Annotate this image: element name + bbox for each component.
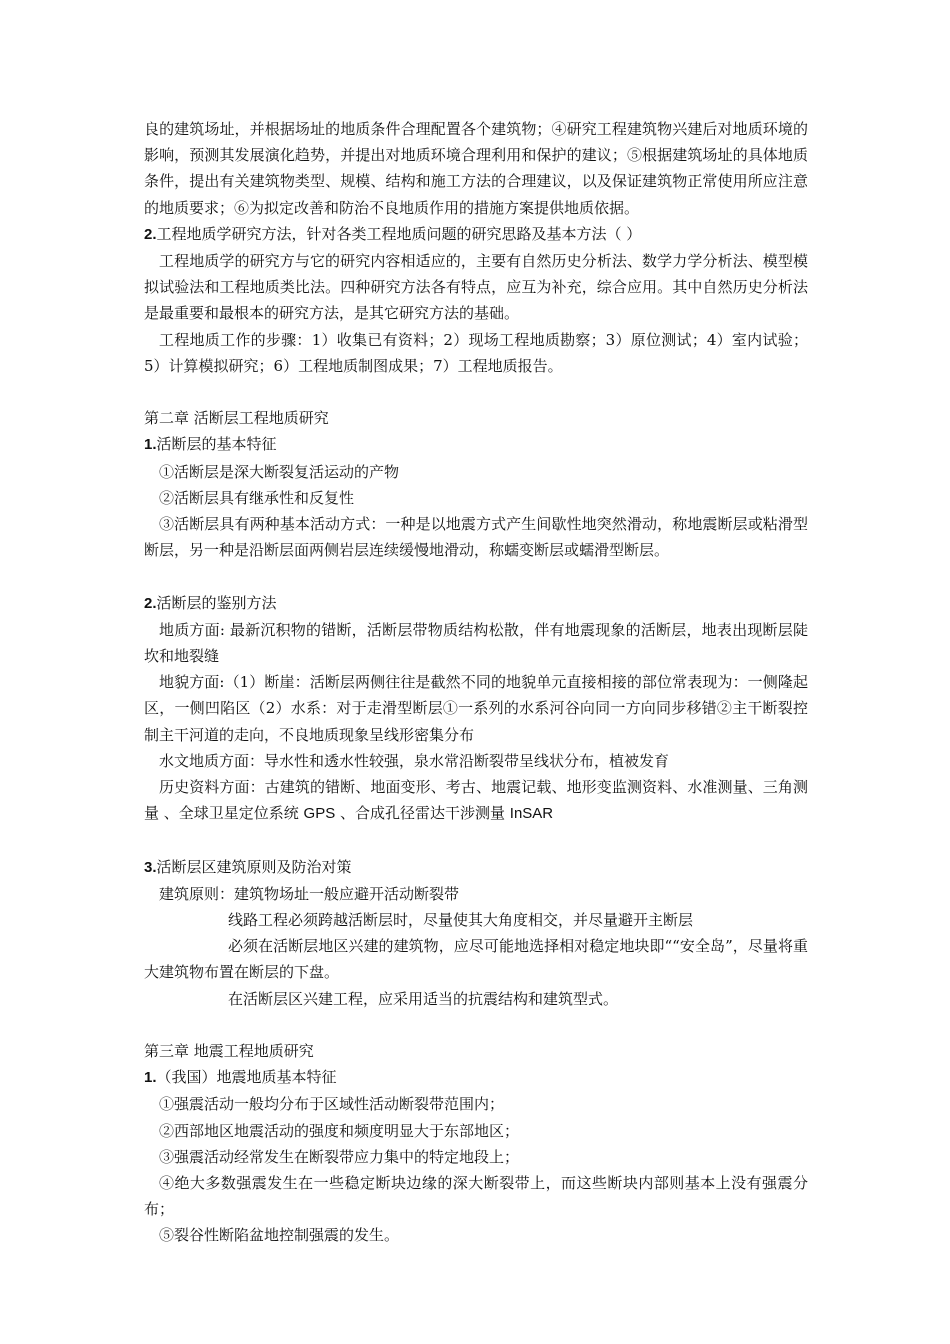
list-item: ③活断层具有两种基本活动方式：一种是以地震方式产生间歇性地突然滑动，称地震断层或粘滑型断层，另一种是沿断层面两侧岩层连续缓慢地滑动，称蠕变断层或蠕滑型断层。	[144, 515, 808, 560]
chapter-3-title: 第三章 地震工程地质研究	[144, 1042, 314, 1061]
hydrogeology-aspect: 水文地质方面：导水性和透水性较强，泉水常沿断裂带呈线状分布，植被发育	[159, 751, 670, 770]
chapter-2-title: 第二章 活断层工程地质研究	[144, 409, 329, 428]
history-aspect	[144, 774, 808, 827]
spacer	[144, 1012, 808, 1038]
work-steps-paragraph: 工程地质工作的步骤：1）收集已有资料；2）现场工程地质勘察；3）原位测试；4）室内试验；5）计算模拟研究；6）工程地质制图成果；7）工程地质报告。	[144, 330, 808, 375]
section-number: 2.	[144, 225, 157, 243]
section-heading-text: 活断层的基本特征	[156, 435, 277, 454]
section-number: 1.	[144, 1069, 157, 1087]
history-text: 历史资料方面：古建筑的错断、地面变形、考古、地震记载、地形变监测资料、水准测量、三角测量 、全球卫星定位系统	[144, 778, 808, 823]
list-item: ④绝大多数强震发生在一些稳定断块边缘的深大断裂带上，而这些断块内部则基本上没有强震分布；	[144, 1174, 808, 1219]
principle-line: 在活断层区兴建工程，应采用适当的抗震结构和建筑型式。	[228, 989, 619, 1008]
ch2-q2-heading	[144, 590, 808, 617]
list-item: ①强震活动一般均分布于区域性活动断裂带范围内；	[159, 1095, 505, 1114]
document-body	[144, 116, 808, 1249]
list-item: ⑤裂谷性断陷盆地控制强震的发生。	[159, 1226, 400, 1245]
construction-principle: 建筑原则：建筑物场址一般应避开活动断裂带	[159, 884, 460, 903]
list-item: ③强震活动经常发生在断裂带应力集中的特定地段上；	[159, 1147, 520, 1166]
history-text: 、合成孔径雷达干涉测量	[335, 804, 510, 823]
geology-aspect: 地质方面: 最新沉积物的错断，活断层带物质结构松散，伴有地震现象的活断层，地表出现断层陡坎和地裂缝	[144, 620, 808, 666]
section-number: 1.	[144, 436, 157, 454]
section-number: 2.	[144, 594, 157, 612]
insar-term: InSAR	[509, 805, 554, 823]
section-number: 3.	[144, 858, 157, 876]
list-item: ②活断层具有继承性和反复性	[159, 488, 355, 507]
section-2-heading	[144, 221, 808, 248]
gps-term: GPS	[303, 805, 336, 823]
intro-paragraph: 良的建筑场址，并根据场址的地质条件合理配置各个建筑物；④研究工程建筑物兴建后对地质环境的影响，预测其发展演化趋势，并提出对地质环境合理利用和保护的建议；⑤根据建筑场址的具体地质条件，提出有关建筑物类型、规模、结构和施工方法的合理建议，以及保证建筑物正常使用所应注意的地质要求；⑥为拟定改善和防治不良地质作用的措施方案提供地质依据。	[144, 120, 808, 217]
ch3-q1-heading	[144, 1064, 808, 1091]
section-heading-text: 活断层的鉴别方法	[156, 593, 277, 612]
list-item: ①活断层是深大断裂复活运动的产物	[159, 462, 400, 481]
landform-aspect: 地貌方面:（1）断崖：活断层两侧往往是截然不同的地貌单元直接相接的部位常表现为：一侧隆起区，一侧凹陷区（2）水系：对于走滑型断层①一系列的水系河谷向同一方向同步移错②主干断裂控制主干河道的走向，不良地质现象呈线形密集分布	[144, 673, 808, 744]
principle-line: 必须在活断层地区兴建的建筑物，应尽可能地选择相对稳定地块即““安全岛”，尽量将重大建筑物布置在断层的下盘。	[144, 937, 808, 982]
section-heading-text: 活断层区建筑原则及防治对策	[156, 857, 352, 876]
section-heading-text: （我国）地震地质基本特征	[156, 1068, 337, 1087]
spacer	[144, 379, 808, 405]
section-heading-text: 工程地质学研究方法，针对各类工程地质问题的研究思路及基本方法（ ）	[156, 224, 642, 243]
methods-paragraph: 工程地质学的研究方与它的研究内容相适应的，主要有自然历史分析法、数学力学分析法、模型模拟试验法和工程地质类比法。四种研究方法各有特点，应互为补充，综合应用。其中自然历史分析法是最重要和最根本的研究方法，是其它研究方法的基础。	[144, 252, 808, 323]
ch2-q3-heading	[144, 854, 808, 881]
principle-line: 线路工程必须跨越活断层时，尽量使其大角度相交，并尽量避开主断层	[228, 911, 694, 930]
ch2-q1-heading	[144, 431, 808, 458]
spacer	[144, 563, 808, 589]
list-item: ②西部地区地震活动的强度和频度明显大于东部地区；	[159, 1121, 520, 1140]
spacer	[144, 827, 808, 853]
